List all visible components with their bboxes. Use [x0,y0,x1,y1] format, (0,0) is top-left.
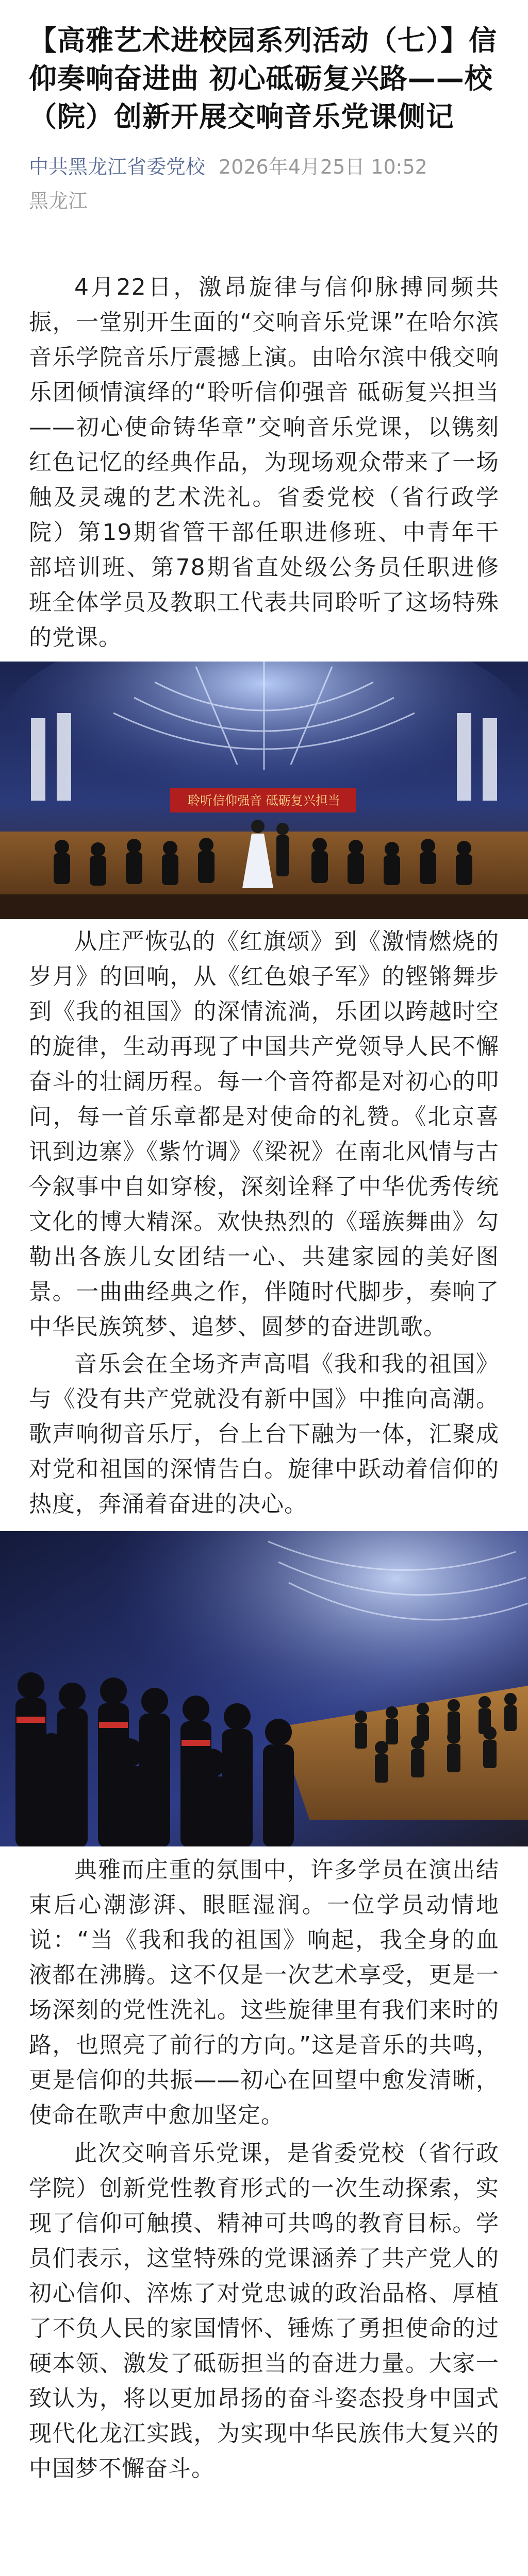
article-meta [0,136,528,180]
publish-region: 黑龙江 [29,190,88,212]
article-body [0,214,528,2486]
paragraph: 4月22日，激昂旋律与信仰脉搏同频共振，一堂别开生面的“交响音乐党课”在哈尔滨音乐学院音乐厅震撼上演。由哈尔滨中俄交响乐团倾情演绎的“聆听信仰强音 砥砺复兴担当——初心使命铸华章”交响音乐党课，以镌刻红色记忆的经典作品，为现场观众带来了一场触及灵魂的艺术洗礼。省委党校（省行政学院）第19期省管干部任职进修班、中青年干部培训班、第78期省直处级公务员任职进修班全体学员及教职工代表共同聆听了这场特殊的党课。 [29,274,499,651]
paragraph: 此次交响音乐党课，是省委党校（省行政学院）创新党性教育形式的一次生动探索，实现了信仰可触摸、精神可共鸣的教育目标。学员们表示，这堂特殊的党课涵养了共产党人的初心信仰、淬炼了对党忠诚的政治品格、厚植了不负人民的家国情怀、锤炼了勇担使命的过硬本领、激发了砥砺担当的奋进力量。大家一致认为，将以更加昂扬的奋斗姿态投身中国式现代化龙江实践，为实现中华民族伟大复兴的中国梦不懈奋斗。 [29,2140,499,2482]
concert-photo-audience[interactable] [0,1531,528,1846]
paragraph: 典雅而庄重的氛围中，许多学员在演出结束后心潮澎湃、眼眶湿润。一位学员动情地说：“当《我和我的祖国》响起，我全身的血液都在沸腾。这不仅是一次艺术享受，更是一场深刻的党性洗礼。这些旋律里有我们来时的路，也照亮了前行的方向。”这是音乐的共鸣，更是信仰的共振——初心在回望中愈发清晰，使命在歌声中愈加坚定。 [29,1857,499,2128]
paragraph: 从庄严恢弘的《红旗颂》到《激情燃烧的岁月》的回响，从《红色娘子军》的铿锵舞步到《我的祖国》的深情流淌，乐团以跨越时空的旋律，生动再现了中国共产党领导人民不懈奋斗的壮阔历程。每一个音符都是对初心的叩问，每一首乐章都是对使命的礼赞。《北京喜讯到边寨》《紫竹调》《梁祝》在南北风情与古今叙事中自如穿梭，深刻诠释了中华优秀传统文化的博大精深。欢快热烈的《瑶族舞曲》勾勒出各族儿女团结一心、共建家园的美好图景。一曲曲经典之作，伴随时代脚步，奏响了中华民族筑梦、追梦、圆梦的奋进凯歌。 [29,928,499,1340]
publish-date: 2026年4月25日 10:52 [219,156,427,178]
paragraph: 音乐会在全场齐声高唱《我和我的祖国》与《没有共产党就没有新中国》中推向高潮。歌声响彻音乐厅，台上台下融为一体，汇聚成对党和祖国的深情告白。旋律中跃动着信仰的热度，奔涌着奋进的决心。 [29,1351,499,1517]
article-title: 【高雅艺术进校园系列活动（七）】信仰奏响奋进曲 初心砥砺复兴路——校（院）创新开展交响音乐党课侧记 [29,24,497,133]
stage-banner-text: 聆听信仰强音 砥砺复兴担当 [188,793,340,808]
concert-photo-stage[interactable] [0,662,528,919]
account-link[interactable]: 中共黑龙江省委党校 [29,156,206,178]
